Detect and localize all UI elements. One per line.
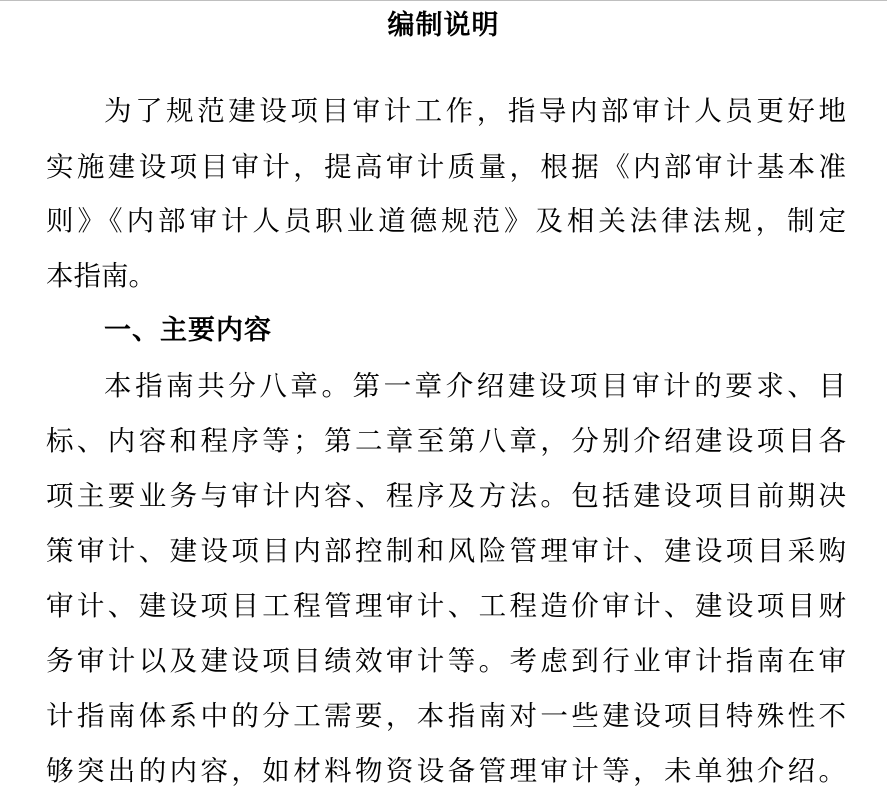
top-rule <box>0 0 887 1</box>
paragraph-line: 本指南共分八章。第一章介绍建设项目审计的要求、目 <box>104 370 846 402</box>
paragraph-line: 实施建设项目审计，提高审计质量，根据《内部审计基本准 <box>46 151 846 183</box>
paragraph-line: 够突出的内容，如材料物资设备管理审计等，未单独介绍。 <box>46 755 846 787</box>
paragraph-line: 项主要业务与审计内容、程序及方法。包括建设项目前期决 <box>46 480 846 512</box>
paragraph-line: 务审计以及建设项目绩效审计等。考虑到行业审计指南在审 <box>46 645 846 677</box>
paragraph-line: 标、内容和程序等；第二章至第八章，分别介绍建设项目各 <box>46 425 846 457</box>
document-title: 编制说明 <box>387 10 500 41</box>
paragraph-line: 审计、建设项目工程管理审计、工程造价审计、建设项目财 <box>46 590 846 622</box>
paragraph-line: 计指南体系中的分工需要，本指南对一些建设项目特殊性不 <box>46 700 846 732</box>
paragraph-line: 则》《内部审计人员职业道德规范》及相关法律法规，制定 <box>46 205 846 237</box>
paragraph-line: 本指南。 <box>46 260 156 292</box>
paragraph-line: 为了规范建设项目审计工作，指导内部审计人员更好地 <box>104 95 846 127</box>
section-heading: 一、主要内容 <box>104 315 272 346</box>
paragraph-line: 策审计、建设项目内部控制和风险管理审计、建设项目采购 <box>46 535 846 567</box>
